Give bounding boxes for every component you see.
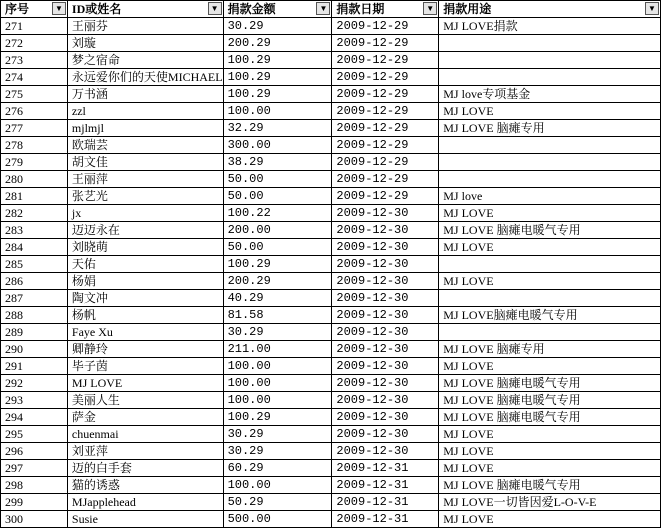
- index-cell[interactable]: 279: [1, 154, 68, 171]
- purpose-cell[interactable]: [439, 256, 661, 273]
- amount-cell[interactable]: 100.29: [223, 256, 332, 273]
- name-cell[interactable]: 刘晓萌: [67, 239, 223, 256]
- date-cell[interactable]: 2009-12-29: [332, 171, 439, 188]
- date-cell[interactable]: 2009-12-30: [332, 222, 439, 239]
- index-cell[interactable]: 280: [1, 171, 68, 188]
- table-row: [1, 35, 661, 52]
- date-cell[interactable]: 2009-12-29: [332, 188, 439, 205]
- amount-cell[interactable]: 50.00: [223, 171, 332, 188]
- amount-cell[interactable]: 38.29: [223, 154, 332, 171]
- table-row: [1, 426, 661, 443]
- date-cell[interactable]: 2009-12-30: [332, 324, 439, 341]
- name-cell[interactable]: 迈迈永在: [67, 222, 223, 239]
- purpose-cell[interactable]: MJ LOVE脑瘫电暖气专用: [439, 307, 661, 324]
- amount-cell[interactable]: 211.00: [223, 341, 332, 358]
- table-row: [1, 86, 661, 103]
- index-cell[interactable]: 285: [1, 256, 68, 273]
- name-cell[interactable]: 王丽萍: [67, 171, 223, 188]
- table-row: [1, 409, 661, 426]
- amount-cell[interactable]: 81.58: [223, 307, 332, 324]
- index-cell[interactable]: 273: [1, 52, 68, 69]
- amount-cell[interactable]: 200.00: [223, 222, 332, 239]
- index-cell[interactable]: 283: [1, 222, 68, 239]
- purpose-cell[interactable]: MJ LOVE 脑瘫专用: [439, 341, 661, 358]
- purpose-cell[interactable]: MJ LOVE 脑瘫电暖气专用: [439, 375, 661, 392]
- table-row: [1, 188, 661, 205]
- purpose-cell[interactable]: MJ LOVE 脑瘫专用: [439, 120, 661, 137]
- table-row: [1, 477, 661, 494]
- table-row: [1, 460, 661, 477]
- date-cell[interactable]: 2009-12-31: [332, 477, 439, 494]
- table-row: [1, 358, 661, 375]
- purpose-cell[interactable]: MJ LOVE: [439, 239, 661, 256]
- date-cell[interactable]: 2009-12-29: [332, 18, 439, 35]
- purpose-cell[interactable]: [439, 171, 661, 188]
- index-cell[interactable]: 278: [1, 137, 68, 154]
- index-cell[interactable]: 282: [1, 205, 68, 222]
- table-row: [1, 307, 661, 324]
- purpose-cell[interactable]: [439, 324, 661, 341]
- header-label: 捐款金额: [227, 2, 276, 16]
- index-cell[interactable]: 272: [1, 35, 68, 52]
- purpose-cell[interactable]: MJ love专项基金: [439, 86, 661, 103]
- header-row: [1, 1, 661, 18]
- header-cell-date[interactable]: [332, 1, 439, 18]
- purpose-cell[interactable]: MJ LOVE一切皆因爱L-O-V-E: [439, 494, 661, 511]
- amount-cell[interactable]: 100.00: [223, 103, 332, 120]
- date-cell[interactable]: 2009-12-30: [332, 443, 439, 460]
- purpose-cell[interactable]: MJ LOVE 脑瘫电暖气专用: [439, 222, 661, 239]
- name-cell[interactable]: jx: [67, 205, 223, 222]
- amount-cell[interactable]: 50.00: [223, 188, 332, 205]
- amount-cell[interactable]: 100.00: [223, 375, 332, 392]
- header-cell-index[interactable]: [1, 1, 68, 18]
- name-cell[interactable]: 天佑: [67, 256, 223, 273]
- amount-cell[interactable]: 30.29: [223, 443, 332, 460]
- table-row: [1, 52, 661, 69]
- dropdown-arrow-icon[interactable]: ▼: [645, 2, 659, 15]
- name-cell[interactable]: Susie: [67, 511, 223, 528]
- purpose-cell[interactable]: [439, 154, 661, 171]
- purpose-cell[interactable]: MJ LOVE: [439, 443, 661, 460]
- date-cell[interactable]: 2009-12-30: [332, 256, 439, 273]
- index-cell[interactable]: 276: [1, 103, 68, 120]
- amount-cell[interactable]: 40.29: [223, 290, 332, 307]
- date-cell[interactable]: 2009-12-30: [332, 358, 439, 375]
- name-cell[interactable]: 王丽芬: [67, 18, 223, 35]
- name-cell[interactable]: 美丽人生: [67, 392, 223, 409]
- index-cell[interactable]: 298: [1, 477, 68, 494]
- index-cell[interactable]: 287: [1, 290, 68, 307]
- index-cell[interactable]: 292: [1, 375, 68, 392]
- header-label: ID或姓名: [71, 2, 122, 16]
- table-row: [1, 324, 661, 341]
- amount-cell[interactable]: 30.29: [223, 18, 332, 35]
- purpose-cell[interactable]: MJ LOVE: [439, 426, 661, 443]
- purpose-cell[interactable]: MJ love: [439, 188, 661, 205]
- amount-cell[interactable]: 60.29: [223, 460, 332, 477]
- index-cell[interactable]: 277: [1, 120, 68, 137]
- name-cell[interactable]: mjlmjl: [67, 120, 223, 137]
- index-cell[interactable]: 274: [1, 69, 68, 86]
- table-row: [1, 256, 661, 273]
- table-row: [1, 103, 661, 120]
- purpose-cell[interactable]: MJ LOVE 脑瘫电暖气专用: [439, 477, 661, 494]
- amount-cell[interactable]: 100.29: [223, 69, 332, 86]
- name-cell[interactable]: 万书涵: [67, 86, 223, 103]
- name-cell[interactable]: 张艺光: [67, 188, 223, 205]
- table-row: [1, 171, 661, 188]
- amount-cell[interactable]: 50.00: [223, 239, 332, 256]
- name-cell[interactable]: 毕子茵: [67, 358, 223, 375]
- name-cell[interactable]: 迈的白手套: [67, 460, 223, 477]
- table-row: [1, 290, 661, 307]
- index-cell[interactable]: 286: [1, 273, 68, 290]
- table-row: [1, 205, 661, 222]
- date-cell[interactable]: 2009-12-29: [332, 103, 439, 120]
- table-row: [1, 120, 661, 137]
- table-body: [1, 18, 661, 528]
- name-cell[interactable]: 卿静玲: [67, 341, 223, 358]
- table-row: [1, 18, 661, 35]
- date-cell[interactable]: 2009-12-30: [332, 307, 439, 324]
- index-cell[interactable]: 289: [1, 324, 68, 341]
- table-row: [1, 341, 661, 358]
- dropdown-arrow-icon[interactable]: ▼: [208, 2, 222, 15]
- purpose-cell[interactable]: MJ LOVE 脑瘫电暖气专用: [439, 392, 661, 409]
- date-cell[interactable]: 2009-12-30: [332, 426, 439, 443]
- index-cell[interactable]: 291: [1, 358, 68, 375]
- table-row: [1, 494, 661, 511]
- name-cell[interactable]: 刘亚萍: [67, 443, 223, 460]
- purpose-cell[interactable]: MJ LOVE: [439, 358, 661, 375]
- date-cell[interactable]: 2009-12-30: [332, 205, 439, 222]
- amount-cell[interactable]: 100.00: [223, 477, 332, 494]
- amount-cell[interactable]: 30.29: [223, 426, 332, 443]
- date-cell[interactable]: 2009-12-29: [332, 154, 439, 171]
- name-cell[interactable]: 杨帆: [67, 307, 223, 324]
- table-row: [1, 137, 661, 154]
- date-cell[interactable]: 2009-12-29: [332, 35, 439, 52]
- table-row: [1, 511, 661, 528]
- name-cell[interactable]: 梦之宿命: [67, 52, 223, 69]
- amount-cell[interactable]: 500.00: [223, 511, 332, 528]
- amount-cell[interactable]: 30.29: [223, 324, 332, 341]
- name-cell[interactable]: MJapplehead: [67, 494, 223, 511]
- header-cell-amount[interactable]: [223, 1, 332, 18]
- date-cell[interactable]: 2009-12-29: [332, 120, 439, 137]
- amount-cell[interactable]: 100.29: [223, 52, 332, 69]
- amount-cell[interactable]: 300.00: [223, 137, 332, 154]
- index-cell[interactable]: 293: [1, 392, 68, 409]
- index-cell[interactable]: 275: [1, 86, 68, 103]
- name-cell[interactable]: 刘璇: [67, 35, 223, 52]
- purpose-cell[interactable]: MJ LOVE: [439, 460, 661, 477]
- date-cell[interactable]: 2009-12-30: [332, 341, 439, 358]
- date-cell[interactable]: 2009-12-29: [332, 137, 439, 154]
- dropdown-arrow-icon[interactable]: ▼: [316, 2, 330, 15]
- date-cell[interactable]: 2009-12-29: [332, 69, 439, 86]
- date-cell[interactable]: 2009-12-29: [332, 86, 439, 103]
- table-row: [1, 375, 661, 392]
- name-cell[interactable]: chuenmai: [67, 426, 223, 443]
- amount-cell[interactable]: 200.29: [223, 35, 332, 52]
- name-cell[interactable]: zzl: [67, 103, 223, 120]
- amount-cell[interactable]: 50.29: [223, 494, 332, 511]
- date-cell[interactable]: 2009-12-30: [332, 239, 439, 256]
- index-cell[interactable]: 288: [1, 307, 68, 324]
- name-cell[interactable]: MJ LOVE: [67, 375, 223, 392]
- purpose-cell[interactable]: [439, 137, 661, 154]
- purpose-cell[interactable]: MJ LOVE: [439, 273, 661, 290]
- index-cell[interactable]: 297: [1, 460, 68, 477]
- index-cell[interactable]: 271: [1, 18, 68, 35]
- index-cell[interactable]: 296: [1, 443, 68, 460]
- header-cell-name[interactable]: [67, 1, 223, 18]
- date-cell[interactable]: 2009-12-29: [332, 52, 439, 69]
- purpose-cell[interactable]: MJ LOVE 脑瘫电暖气专用: [439, 409, 661, 426]
- name-cell[interactable]: 萨金: [67, 409, 223, 426]
- index-cell[interactable]: 290: [1, 341, 68, 358]
- amount-cell[interactable]: 100.00: [223, 392, 332, 409]
- name-cell[interactable]: 永远爱你们的天使MICHAEL: [67, 69, 223, 86]
- purpose-cell[interactable]: MJ LOVE: [439, 205, 661, 222]
- purpose-cell[interactable]: [439, 69, 661, 86]
- header-label: 捐款日期: [336, 2, 385, 16]
- table-row: [1, 154, 661, 171]
- date-cell[interactable]: 2009-12-31: [332, 494, 439, 511]
- purpose-cell[interactable]: MJ LOVE: [439, 103, 661, 120]
- index-cell[interactable]: 284: [1, 239, 68, 256]
- table-row: [1, 392, 661, 409]
- index-cell[interactable]: 300: [1, 511, 68, 528]
- table-row: [1, 273, 661, 290]
- amount-cell[interactable]: 100.22: [223, 205, 332, 222]
- date-cell[interactable]: 2009-12-30: [332, 409, 439, 426]
- table-row: [1, 443, 661, 460]
- table-row: [1, 222, 661, 239]
- purpose-cell[interactable]: MJ LOVE捐款: [439, 18, 661, 35]
- dropdown-arrow-icon[interactable]: ▼: [423, 2, 437, 15]
- index-cell[interactable]: 299: [1, 494, 68, 511]
- header-label: 序号: [5, 2, 30, 16]
- date-cell[interactable]: 2009-12-30: [332, 290, 439, 307]
- purpose-cell[interactable]: MJ LOVE: [439, 511, 661, 528]
- table-row: [1, 69, 661, 86]
- date-cell[interactable]: 2009-12-30: [332, 273, 439, 290]
- header-label: 捐款用途: [443, 2, 492, 16]
- amount-cell[interactable]: 32.29: [223, 120, 332, 137]
- table-row: [1, 239, 661, 256]
- header-cell-purpose[interactable]: [439, 1, 661, 18]
- name-cell[interactable]: 胡文佳: [67, 154, 223, 171]
- purpose-cell[interactable]: [439, 52, 661, 69]
- name-cell[interactable]: 陶文冲: [67, 290, 223, 307]
- dropdown-arrow-icon[interactable]: ▼: [52, 2, 66, 15]
- amount-cell[interactable]: 100.00: [223, 358, 332, 375]
- name-cell[interactable]: 欧瑞芸: [67, 137, 223, 154]
- index-cell[interactable]: 295: [1, 426, 68, 443]
- amount-cell[interactable]: 100.29: [223, 409, 332, 426]
- date-cell[interactable]: 2009-12-31: [332, 460, 439, 477]
- amount-cell[interactable]: 100.29: [223, 86, 332, 103]
- date-cell[interactable]: 2009-12-31: [332, 511, 439, 528]
- index-cell[interactable]: 281: [1, 188, 68, 205]
- purpose-cell[interactable]: [439, 35, 661, 52]
- index-cell[interactable]: 294: [1, 409, 68, 426]
- date-cell[interactable]: 2009-12-30: [332, 392, 439, 409]
- name-cell[interactable]: Faye Xu: [67, 324, 223, 341]
- name-cell[interactable]: 猫的诱惑: [67, 477, 223, 494]
- date-cell[interactable]: 2009-12-30: [332, 375, 439, 392]
- amount-cell[interactable]: 200.29: [223, 273, 332, 290]
- purpose-cell[interactable]: [439, 290, 661, 307]
- name-cell[interactable]: 杨娟: [67, 273, 223, 290]
